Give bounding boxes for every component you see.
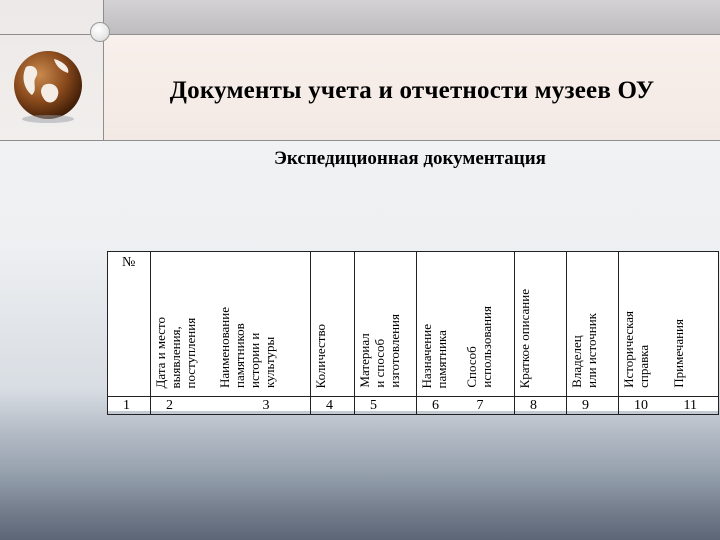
table-header-cell: Способ использования xyxy=(462,252,515,397)
table-header-cell: Количество xyxy=(311,252,355,397)
table-number-cell: 11 xyxy=(669,397,719,415)
table-number-cell: 8 xyxy=(515,397,567,415)
table-header-cell: Владелец или источник xyxy=(567,252,619,397)
table-number-cell: 5 xyxy=(355,397,417,415)
page-subtitle: Экспедиционная документация xyxy=(274,148,546,169)
corner-circle xyxy=(90,22,110,42)
table-header-cell: Историческая справка xyxy=(619,252,669,397)
table-number-cell: 3 xyxy=(215,397,311,415)
table-number-cell: 10 xyxy=(619,397,669,415)
bottom-shade xyxy=(0,430,720,540)
table-header-cell: № xyxy=(108,252,151,397)
table-number-cell: 2 xyxy=(151,397,215,415)
table-number-cell: 4 xyxy=(311,397,355,415)
table-number-cell: 6 xyxy=(417,397,462,415)
globe-logo xyxy=(8,45,88,125)
table-header-cell: Краткое описание xyxy=(515,252,567,397)
divider-vertical xyxy=(103,0,104,140)
table-header-cell: Материал и способ изготовления xyxy=(355,252,417,397)
table-header-cell: Наименование памятников истории и культуры xyxy=(215,252,311,397)
table-number-cell: 1 xyxy=(108,397,151,415)
table-header-cell: Примечания xyxy=(669,252,719,397)
table-header-cell: Назначение памятника xyxy=(417,252,462,397)
page-title: Документы учета и отчетности музеев ОУ xyxy=(169,77,655,104)
documentation-table xyxy=(107,251,718,411)
table-number-cell: 7 xyxy=(462,397,515,415)
divider-bottom xyxy=(0,140,720,141)
table-header-cell: Дата и место выявления, поступления xyxy=(151,252,215,397)
table-number-cell: 9 xyxy=(567,397,619,415)
